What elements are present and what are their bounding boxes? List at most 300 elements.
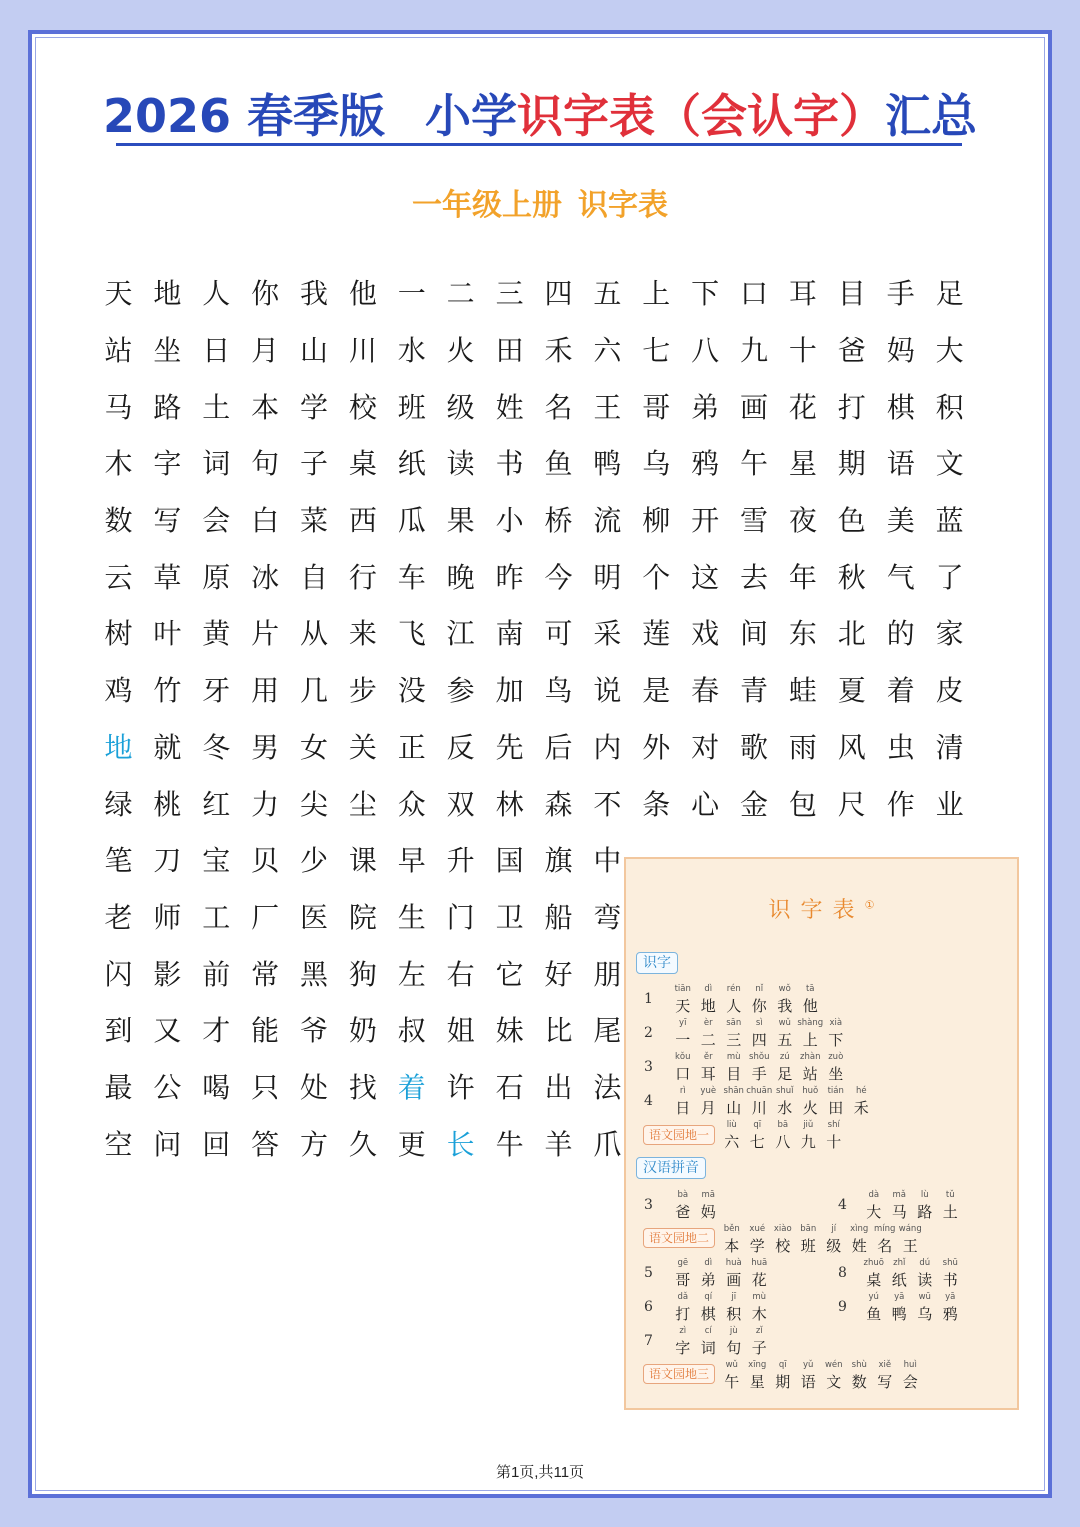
grid-character: 竹 <box>153 674 182 708</box>
grid-character: 从 <box>300 617 329 651</box>
grid-character: 影 <box>153 957 182 991</box>
pinyin-line <box>861 1189 963 1222</box>
grid-character: 柳 <box>642 504 671 538</box>
pinyin-text: míng <box>874 1224 896 1234</box>
grid-character: 的 <box>886 617 915 651</box>
grid-character: 处 <box>300 1070 329 1104</box>
grid-character: 业 <box>935 787 964 821</box>
title-table: 识字表（会认字） <box>517 89 886 143</box>
pinyin-text: yī <box>679 1018 687 1028</box>
grid-character: 师 <box>153 900 182 934</box>
pinyin-character <box>861 1257 887 1290</box>
pinyin-line <box>861 1291 963 1324</box>
grid-character: 就 <box>153 730 182 764</box>
pinyin-text: xìng <box>850 1224 869 1234</box>
pinyin-text: mǎ <box>892 1190 906 1200</box>
pinyin-text: jí <box>831 1224 837 1234</box>
grid-character: 午 <box>740 447 769 481</box>
excerpt-title-text: 识字表 <box>768 898 865 923</box>
grid-row <box>94 491 974 548</box>
grid-character: 包 <box>788 787 817 821</box>
hanzi-text: 数 <box>851 1373 867 1391</box>
pinyin-text: shàng <box>797 1018 824 1028</box>
grid-character: 耳 <box>788 277 817 311</box>
grid-character: 路 <box>153 390 182 424</box>
grid-character: 级 <box>446 390 475 424</box>
grid-character: 右 <box>446 957 475 991</box>
grid-character: 宝 <box>202 844 231 878</box>
grid-character: 找 <box>348 1070 377 1104</box>
grid-character: 字 <box>153 447 182 481</box>
grid-character: 弟 <box>691 390 720 424</box>
lesson-number: 2 <box>644 1025 653 1041</box>
hanzi-text: 下 <box>828 1031 844 1049</box>
grid-character: 旗 <box>544 844 573 878</box>
grid-character: 禾 <box>544 334 573 368</box>
grid-character: 川 <box>348 334 377 368</box>
pinyin-character <box>912 1189 938 1222</box>
grid-character: 莲 <box>642 617 671 651</box>
grid-character: 课 <box>348 844 377 878</box>
hanzi-text: 学 <box>749 1237 765 1255</box>
grid-character: 法 <box>593 1070 622 1104</box>
hanzi-text: 坐 <box>828 1065 844 1083</box>
hanzi-text: 写 <box>877 1373 893 1391</box>
pinyin-character <box>745 1359 771 1392</box>
hanzi-text: 站 <box>802 1065 818 1083</box>
grid-character: 雨 <box>788 730 817 764</box>
pinyin-character <box>696 1257 722 1290</box>
pinyin-text: dì <box>704 1258 713 1268</box>
grid-character: 尺 <box>837 787 866 821</box>
textbook-excerpt <box>624 857 1019 1410</box>
pinyin-character <box>696 1189 722 1222</box>
pinyin-text: ěr <box>703 1052 713 1062</box>
pinyin-character <box>861 1189 887 1222</box>
grid-character: 云 <box>104 560 133 594</box>
grid-character: 鸦 <box>691 447 720 481</box>
grid-character: 空 <box>104 1127 133 1161</box>
grid-character: 地 <box>153 277 182 311</box>
pinyin-text: qí <box>704 1292 713 1302</box>
hanzi-text: 文 <box>826 1373 842 1391</box>
pinyin-text: zǐ <box>755 1326 763 1336</box>
grid-character: 尖 <box>300 787 329 821</box>
grid-character: 鸟 <box>544 674 573 708</box>
hanzi-text: 画 <box>726 1271 742 1289</box>
pinyin-text: xiào <box>773 1224 792 1234</box>
pinyin-character <box>696 1085 722 1118</box>
pinyin-line <box>670 1051 849 1084</box>
pinyin-text: wū <box>918 1292 931 1302</box>
pinyin-text: lù <box>920 1190 929 1200</box>
hanzi-text: 子 <box>751 1339 767 1357</box>
grid-character: 长 <box>446 1127 475 1161</box>
grid-character: 桃 <box>153 787 182 821</box>
pinyin-character <box>938 1291 964 1324</box>
title-edition: 2026 春季版 <box>102 89 386 143</box>
pinyin-text: shuǐ <box>775 1086 794 1096</box>
title-underline <box>116 143 962 146</box>
pinyin-character <box>849 1085 875 1118</box>
pinyin-character <box>747 1017 773 1050</box>
grid-character: 蛙 <box>788 674 817 708</box>
grid-character: 叶 <box>153 617 182 651</box>
grid-character: 鸭 <box>593 447 622 481</box>
hanzi-text: 十 <box>826 1133 842 1151</box>
lesson-number: 4 <box>644 1093 653 1109</box>
grid-character: 力 <box>251 787 280 821</box>
hanzi-text: 土 <box>942 1203 958 1221</box>
grid-character: 句 <box>251 447 280 481</box>
pinyin-character <box>772 1051 798 1084</box>
grid-character: 可 <box>544 617 573 651</box>
pinyin-text: zì <box>679 1326 687 1336</box>
grid-character: 歌 <box>740 730 769 764</box>
grid-character: 乌 <box>642 447 671 481</box>
grid-character: 弯 <box>593 900 622 934</box>
hanzi-text: 午 <box>724 1373 740 1391</box>
grid-character: 这 <box>691 560 720 594</box>
grid-character: 爷 <box>300 1014 329 1048</box>
grid-character: 手 <box>886 277 915 311</box>
hanzi-text: 本 <box>724 1237 740 1255</box>
pinyin-text: rì <box>679 1086 686 1096</box>
pinyin-character <box>747 1291 773 1324</box>
pinyin-text: dì <box>704 984 713 994</box>
grid-character: 反 <box>446 730 475 764</box>
grid-character: 青 <box>740 674 769 708</box>
hanzi-text: 人 <box>726 997 742 1015</box>
grid-character: 常 <box>251 957 280 991</box>
grid-character: 夏 <box>837 674 866 708</box>
grid-character: 雪 <box>740 504 769 538</box>
grid-character: 船 <box>544 900 573 934</box>
pinyin-character <box>721 983 747 1016</box>
grid-character: 天 <box>104 277 133 311</box>
tag-yuandi-2: 语文园地二 <box>643 1228 715 1248</box>
grid-character: 国 <box>495 844 524 878</box>
grid-character: 几 <box>300 674 329 708</box>
grid-character: 土 <box>202 390 231 424</box>
tag-shizi: 识字 <box>636 952 678 974</box>
pinyin-text: qī <box>753 1120 762 1130</box>
hanzi-text: 禾 <box>853 1099 869 1117</box>
grid-character: 哥 <box>642 390 671 424</box>
pinyin-text: wǒ <box>778 984 791 994</box>
grid-character: 果 <box>446 504 475 538</box>
grid-character: 春 <box>691 674 720 708</box>
subtitle-grade: 一年级上册 <box>412 188 562 223</box>
pinyin-text: mā <box>701 1190 715 1200</box>
pinyin-character <box>696 1325 722 1358</box>
grid-character: 江 <box>446 617 475 651</box>
grid-character: 十 <box>788 334 817 368</box>
hanzi-text: 班 <box>800 1237 816 1255</box>
pinyin-text: zuò <box>828 1052 844 1062</box>
grid-character: 语 <box>886 447 915 481</box>
pinyin-text: yā <box>894 1292 905 1302</box>
pinyin-text: chuān <box>746 1086 773 1096</box>
hanzi-text: 一 <box>675 1031 691 1049</box>
pinyin-text: èr <box>703 1018 713 1028</box>
grid-character: 最 <box>104 1070 133 1104</box>
section-subtitle <box>0 184 1080 228</box>
pinyin-character <box>798 1051 824 1084</box>
grid-character: 双 <box>446 787 475 821</box>
pinyin-text: shù <box>851 1360 867 1370</box>
pinyin-character <box>670 1189 696 1222</box>
pinyin-line <box>670 1291 772 1324</box>
grid-character: 步 <box>348 674 377 708</box>
grid-character: 田 <box>495 334 524 368</box>
hanzi-text: 字 <box>675 1339 691 1357</box>
hanzi-text: 乌 <box>917 1305 933 1323</box>
pinyin-character <box>670 1257 696 1290</box>
hanzi-text: 名 <box>877 1237 893 1255</box>
lesson-number: 3 <box>644 1059 653 1075</box>
grid-character: 生 <box>397 900 426 934</box>
grid-character: 树 <box>104 617 133 651</box>
grid-character: 来 <box>348 617 377 651</box>
pinyin-character <box>721 1051 747 1084</box>
hanzi-text: 六 <box>724 1133 740 1151</box>
grid-character: 我 <box>300 277 329 311</box>
pinyin-character <box>872 1359 898 1392</box>
grid-character: 左 <box>397 957 426 991</box>
grid-character: 只 <box>251 1070 280 1104</box>
pinyin-character <box>747 1085 773 1118</box>
grid-character: 喝 <box>202 1070 231 1104</box>
grid-character: 许 <box>446 1070 475 1104</box>
pinyin-character <box>938 1257 964 1290</box>
grid-character: 参 <box>446 674 475 708</box>
pinyin-character <box>670 1085 696 1118</box>
hanzi-text: 期 <box>775 1373 791 1391</box>
pinyin-character <box>823 1051 849 1084</box>
grid-character: 白 <box>251 504 280 538</box>
hanzi-text: 鸦 <box>942 1305 958 1323</box>
grid-character: 到 <box>104 1014 133 1048</box>
pinyin-line <box>670 983 823 1016</box>
hanzi-text: 大 <box>866 1203 882 1221</box>
grid-character: 菜 <box>300 504 329 538</box>
grid-character: 学 <box>300 390 329 424</box>
grid-character: 气 <box>886 560 915 594</box>
pinyin-text: tǔ <box>945 1190 955 1200</box>
grid-character: 比 <box>544 1014 573 1048</box>
hanzi-text: 级 <box>826 1237 842 1255</box>
grid-character: 口 <box>740 277 769 311</box>
hanzi-text: 目 <box>726 1065 742 1083</box>
hanzi-text: 上 <box>802 1031 818 1049</box>
grid-character: 蓝 <box>935 504 964 538</box>
grid-character: 风 <box>837 730 866 764</box>
grid-character: 内 <box>593 730 622 764</box>
grid-row <box>94 718 974 775</box>
grid-character: 下 <box>691 277 720 311</box>
grid-character: 星 <box>788 447 817 481</box>
pinyin-character <box>721 1017 747 1050</box>
grid-row <box>94 377 974 434</box>
grid-character: 答 <box>251 1127 280 1161</box>
pinyin-character <box>821 1359 847 1392</box>
grid-character: 着 <box>397 1070 426 1104</box>
grid-character: 医 <box>300 900 329 934</box>
grid-character: 去 <box>740 560 769 594</box>
pinyin-text: shū <box>942 1258 958 1268</box>
grid-character: 明 <box>593 560 622 594</box>
grid-character: 火 <box>446 334 475 368</box>
pinyin-line <box>670 1257 772 1290</box>
grid-character: 金 <box>740 787 769 821</box>
pinyin-character <box>847 1223 873 1256</box>
tag-yuandi-3: 语文园地三 <box>643 1364 715 1384</box>
grid-character: 读 <box>446 447 475 481</box>
grid-character: 鸡 <box>104 674 133 708</box>
lesson-number: 9 <box>838 1299 847 1315</box>
grid-character: 片 <box>251 617 280 651</box>
pinyin-line <box>861 1257 963 1290</box>
hanzi-text: 五 <box>777 1031 793 1049</box>
page-indicator: 第1页,共11页 <box>495 1464 585 1481</box>
pinyin-character <box>745 1119 771 1152</box>
pinyin-text: kǒu <box>674 1052 691 1062</box>
pinyin-character <box>796 1223 822 1256</box>
pinyin-text: yǔ <box>803 1360 814 1370</box>
hanzi-text: 花 <box>751 1271 767 1289</box>
grid-character: 笔 <box>104 844 133 878</box>
grid-character: 后 <box>544 730 573 764</box>
grid-character: 久 <box>348 1127 377 1161</box>
pinyin-text: yā <box>945 1292 956 1302</box>
grid-character: 姓 <box>495 390 524 424</box>
grid-character: 纸 <box>397 447 426 481</box>
grid-character: 草 <box>153 560 182 594</box>
pinyin-text: jī <box>731 1292 737 1302</box>
hanzi-text: 地 <box>700 997 716 1015</box>
grid-character: 尾 <box>593 1014 622 1048</box>
pinyin-text: rén <box>726 984 741 994</box>
grid-character: 厂 <box>251 900 280 934</box>
hanzi-text: 弟 <box>700 1271 716 1289</box>
pinyin-character <box>798 1017 824 1050</box>
pinyin-character <box>670 1325 696 1358</box>
hanzi-text: 王 <box>902 1237 918 1255</box>
grid-character: 黑 <box>300 957 329 991</box>
pinyin-line <box>719 1119 847 1152</box>
grid-character: 北 <box>837 617 866 651</box>
grid-row <box>94 661 974 718</box>
grid-character: 文 <box>935 447 964 481</box>
tag-pinyin: 汉语拼音 <box>636 1157 706 1179</box>
pinyin-text: xiě <box>878 1360 892 1370</box>
pinyin-character <box>798 1085 824 1118</box>
pinyin-text: huì <box>903 1360 917 1370</box>
grid-character: 老 <box>104 900 133 934</box>
grid-character: 早 <box>397 844 426 878</box>
hanzi-text: 足 <box>777 1065 793 1083</box>
pinyin-text: jiǔ <box>803 1120 814 1130</box>
grid-character: 升 <box>446 844 475 878</box>
grid-character: 外 <box>642 730 671 764</box>
grid-character: 二 <box>446 277 475 311</box>
pinyin-text: wǔ <box>778 1018 791 1028</box>
pinyin-text: dǎ <box>677 1292 689 1302</box>
grid-character: 作 <box>886 787 915 821</box>
pinyin-character <box>823 1085 849 1118</box>
pinyin-character <box>821 1119 847 1152</box>
grid-character: 飞 <box>397 617 426 651</box>
grid-character: 一 <box>397 277 426 311</box>
lesson-number: 5 <box>644 1265 653 1281</box>
pinyin-character <box>798 983 824 1016</box>
grid-character: 男 <box>251 730 280 764</box>
pinyin-line <box>670 1325 772 1358</box>
grid-character: 车 <box>397 560 426 594</box>
pinyin-character <box>872 1223 898 1256</box>
pinyin-text: cí <box>704 1326 712 1336</box>
grid-character: 尘 <box>348 787 377 821</box>
grid-character: 日 <box>202 334 231 368</box>
grid-character: 本 <box>251 390 280 424</box>
excerpt-title-note: ① <box>864 898 875 912</box>
grid-character: 站 <box>104 334 133 368</box>
grid-character: 爪 <box>593 1127 622 1161</box>
pinyin-text: tiān <box>674 984 691 994</box>
grid-character: 鱼 <box>544 447 573 481</box>
grid-character: 奶 <box>348 1014 377 1048</box>
grid-character: 积 <box>935 390 964 424</box>
pinyin-character <box>772 1017 798 1050</box>
grid-character: 冬 <box>202 730 231 764</box>
grid-character: 花 <box>788 390 817 424</box>
pinyin-character <box>770 1223 796 1256</box>
pinyin-character <box>745 1223 771 1256</box>
grid-character: 卫 <box>495 900 524 934</box>
lesson-number: 6 <box>644 1299 653 1315</box>
pinyin-text: sān <box>726 1018 742 1028</box>
grid-character: 刀 <box>153 844 182 878</box>
pinyin-text: mù <box>752 1292 767 1302</box>
hanzi-text: 桌 <box>866 1271 882 1289</box>
grid-character: 红 <box>202 787 231 821</box>
pinyin-character <box>898 1223 924 1256</box>
hanzi-text: 会 <box>902 1373 918 1391</box>
grid-character: 中 <box>593 844 622 878</box>
pinyin-character <box>719 1359 745 1392</box>
pinyin-text: shǒu <box>749 1052 770 1062</box>
lesson-number: 7 <box>644 1333 653 1349</box>
grid-character: 皮 <box>935 674 964 708</box>
grid-character: 院 <box>348 900 377 934</box>
pinyin-character <box>719 1119 745 1152</box>
grid-character: 女 <box>300 730 329 764</box>
grid-character: 王 <box>593 390 622 424</box>
grid-character: 棋 <box>886 390 915 424</box>
grid-character: 你 <box>251 277 280 311</box>
pinyin-character <box>912 1291 938 1324</box>
grid-character: 大 <box>935 334 964 368</box>
grid-character: 工 <box>202 900 231 934</box>
grid-character: 西 <box>348 504 377 538</box>
grid-character: 打 <box>837 390 866 424</box>
grid-character: 数 <box>104 504 133 538</box>
pinyin-text: běn <box>723 1224 740 1234</box>
pinyin-text: dà <box>868 1190 880 1200</box>
hanzi-text: 手 <box>751 1065 767 1083</box>
pinyin-text: hé <box>855 1086 867 1096</box>
